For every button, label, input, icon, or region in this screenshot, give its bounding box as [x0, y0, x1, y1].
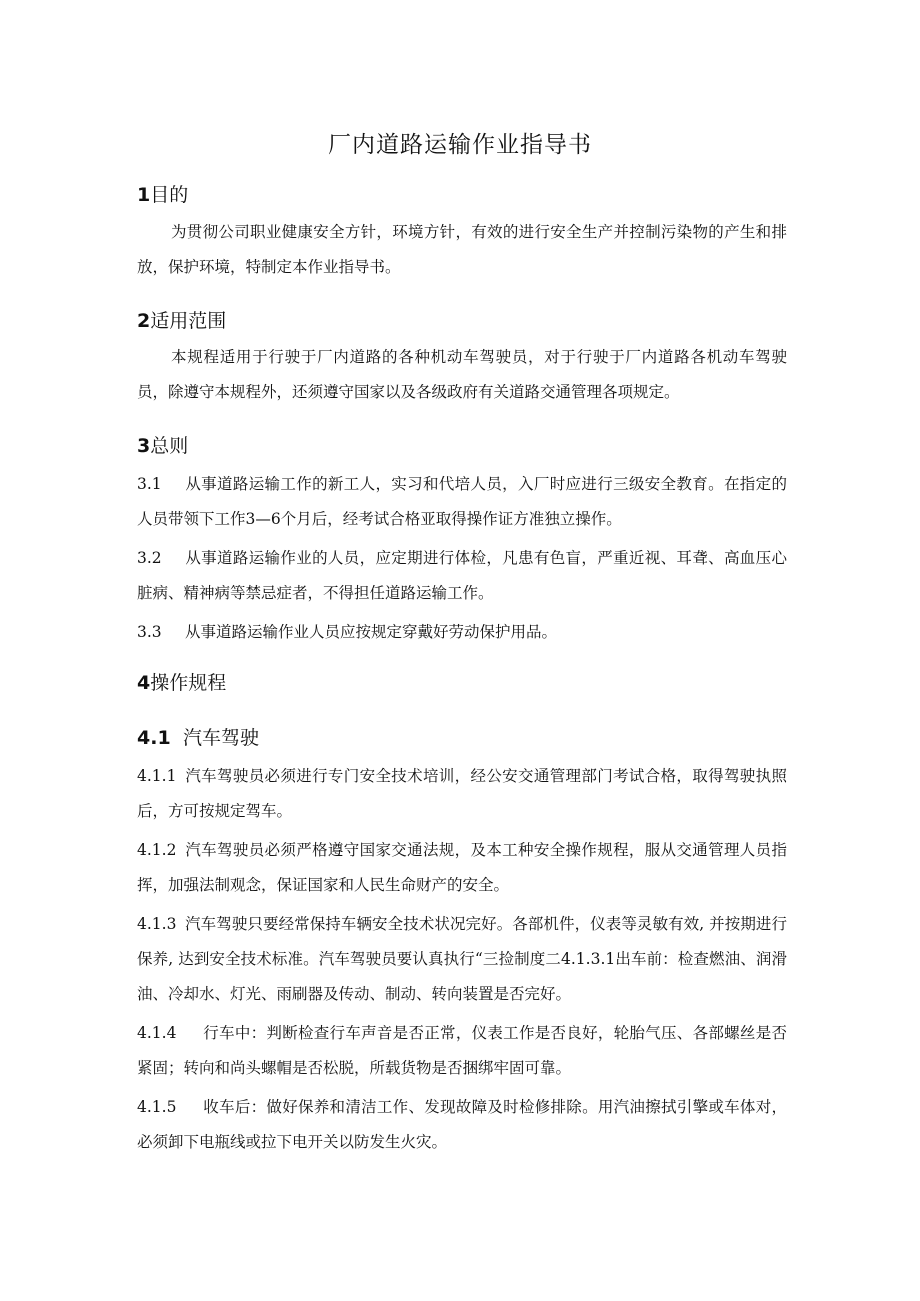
clause-4-1-4: [137, 1016, 787, 1086]
clause-text: 汽车驾驶员必须严格遵守国家交通法规，及本工种安全操作规程，服从交通管理人员指挥，加强法制观念，保证国家和人民生命财产的安全。: [137, 841, 787, 894]
section-number: 4: [137, 672, 151, 694]
section-title: 操作规程: [150, 672, 227, 694]
clause-number: 4.1.4: [137, 1024, 177, 1042]
clause-text: 行车中：判断检查行车声音是否正常，仪表工作是否良好，轮胎气压、各部螺丝是否紧固；转向和尚头螺帽是否松脱，所载货物是否捆绑牢固可靠。: [137, 1024, 787, 1077]
section-2-paragraph: 本规程适用于行驶于厂内道路的各种机动车驾驶员，对于行驶于厂内道路各机动车驾驶员，除遵守本规程外，还须遵守国家以及各级政府有关道路交通管理各项规定。: [137, 348, 787, 401]
section-title: 总则: [150, 435, 189, 457]
section-1-heading: [137, 180, 188, 207]
clause-4-1-2: [137, 833, 787, 903]
section-title: 目的: [150, 184, 189, 206]
section-1-paragraph: 为贯彻公司职业健康安全方针，环境方针，有效的进行安全生产并控制污染物的产生和排放，保护环境，特制定本作业指导书。: [137, 223, 787, 276]
section-number: 2: [137, 310, 151, 332]
clause-text: 汽车驾驶员必须进行专门安全技术培训，经公安交通管理部门考试合格，取得驾驶执照后，方可按规定驾车。: [137, 767, 787, 820]
clause-number: 4.1.3: [137, 915, 177, 933]
section-2-heading: [137, 306, 226, 333]
clause-number: 4.1.5: [137, 1098, 177, 1116]
clause-number: 3.1: [137, 475, 162, 493]
clause-text: 从事道路运输作业的人员，应定期进行体检，凡患有色盲，严重近视、耳聋、高血压心脏病、精神病等禁忌症者，不得担任道路运输工作。: [137, 549, 787, 602]
clause-3-3: [137, 615, 787, 650]
section-number: 3: [137, 435, 151, 457]
clause-number: 4.1.1: [137, 767, 177, 785]
section-number: 1: [137, 184, 151, 206]
clause-text: 从事道路运输作业人员应按规定穿戴好劳动保护用品。: [185, 623, 558, 641]
subsection-number: 4.1: [137, 727, 171, 749]
clause-4-1-1: [137, 759, 787, 829]
clause-text: 收车后：做好保养和清洁工作、发现故障及时检修排除。用汽油擦拭引擎或车体对，必须卸下电瓶线或拉下电开关以防发生火灾。: [137, 1098, 787, 1151]
clause-4-1-3: [137, 907, 787, 1012]
document-title: 厂内道路运输作业指导书: [328, 132, 592, 158]
clause-number: 3.2: [137, 549, 162, 567]
clause-text: 从事道路运输工作的新工人，实习和代培人员，入厂时应进行三级安全教育。在指定的人员带领下工作3—6个月后，经考试合格亚取得操作证方准独立操作。: [137, 475, 787, 528]
section-3-heading: [137, 431, 188, 458]
clause-text: 汽车驾驶只要经常保持车辆安全技术状况完好。各部机件，仪表等灵敏有效, 并按期进行保养, 达到安全技术标准。汽车驾驶员要认真执行“三捡制度二4.1.3.1出车前：检查燃油、润滑油、冷却水、灯光、雨刷器及传动、制动、转向装置是否完好。: [137, 915, 787, 1003]
subsection-4-1-heading: [137, 723, 259, 750]
section-4-heading: [137, 668, 226, 695]
subsection-title: 汽车驾驶: [183, 727, 260, 749]
clause-4-1-5: [137, 1090, 787, 1160]
clause-3-2: [137, 541, 787, 611]
clause-3-1: [137, 467, 787, 537]
clause-number: 4.1.2: [137, 841, 177, 859]
clause-number: 3.3: [137, 623, 162, 641]
section-title: 适用范围: [150, 310, 227, 332]
